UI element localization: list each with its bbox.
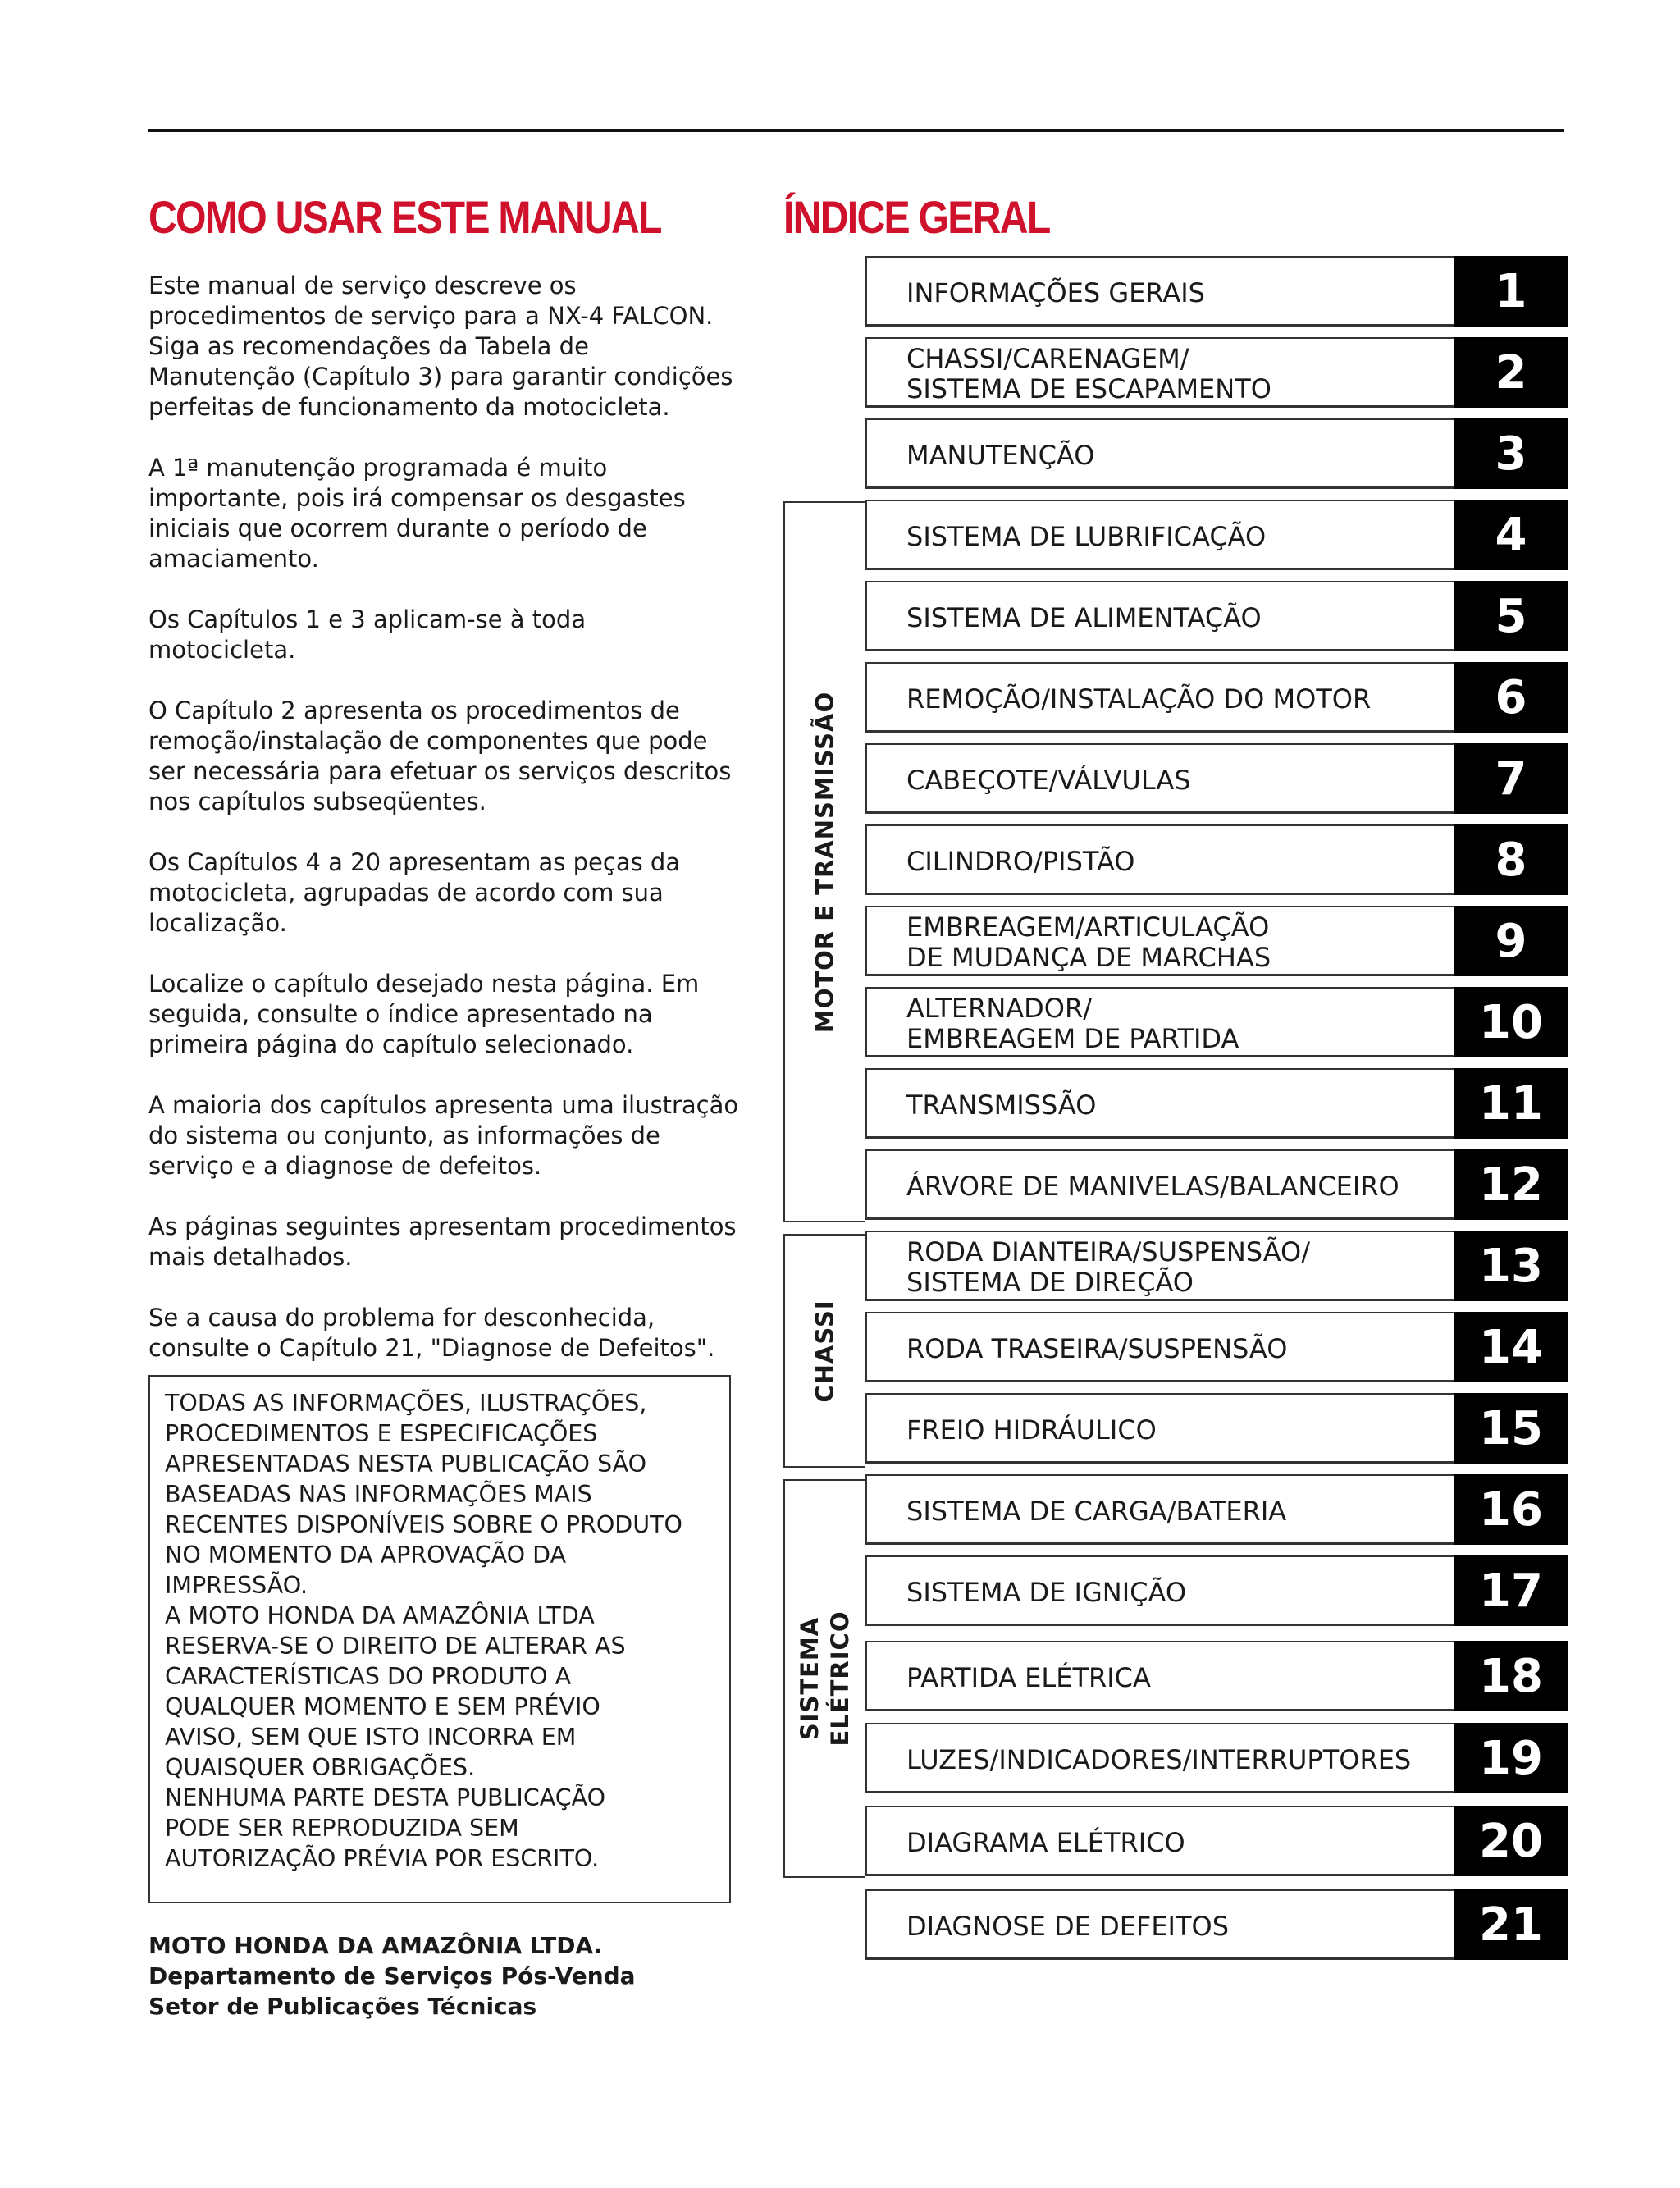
chapter-title-box [865, 662, 1454, 733]
notice-line: PROCEDIMENTOS E ESPECIFICAÇÕES [165, 1420, 598, 1447]
notice-line: RESERVA-SE O DIREITO DE ALTERAR AS [165, 1633, 626, 1660]
top-rule [148, 129, 1564, 132]
intro-paragraph: A maioria dos capítulos apresenta uma ilustração do sistema ou conjunto, as informações de serviço e a diagnose de defeitos. [148, 1091, 739, 1180]
chapter-title: INFORMAÇÕES GERAIS [906, 276, 1205, 308]
chapter-number-tab[interactable]: 6 [1454, 662, 1568, 733]
chapter-title: DIAGNOSE DE DEFEITOS [906, 1910, 1230, 1942]
notice-line: TODAS AS INFORMAÇÕES, ILUSTRAÇÕES, [165, 1390, 647, 1417]
chapter-number-tab[interactable]: 5 [1454, 581, 1568, 651]
chapter-title-box [865, 1231, 1454, 1301]
chapter-row[interactable] [865, 1889, 1568, 1960]
chapter-number-tab[interactable]: 10 [1454, 987, 1568, 1057]
chapter-row[interactable] [865, 1555, 1568, 1626]
chapter-title: CHASSI/CARENAGEM/ SISTEMA DE ESCAPAMENTO [906, 343, 1271, 404]
chapter-title-box [865, 418, 1454, 489]
chapter-title: CILINDRO/PISTÃO [906, 845, 1135, 877]
notice-line: APRESENTADAS NESTA PUBLICAÇÃO SÃO [165, 1450, 647, 1478]
company-department: Departamento de Serviços Pós-Venda [148, 1962, 636, 1989]
intro-paragraph: Os Capítulos 1 e 3 aplicam-se à toda motocicleta. [148, 605, 587, 664]
chapter-title-box [865, 1312, 1454, 1382]
intro-paragraph: Se a causa do problema for desconhecida, consulte o Capítulo 21, "Diagnose de Defeitos". [148, 1304, 715, 1362]
chapter-row[interactable] [865, 1231, 1568, 1301]
chapter-row[interactable] [865, 1806, 1568, 1876]
chapter-title: SISTEMA DE LUBRIFICAÇÃO [906, 520, 1267, 552]
chapter-title: TRANSMISSÃO [906, 1089, 1097, 1121]
chapter-number-tab[interactable]: 21 [1454, 1889, 1568, 1960]
group-engine-transmission [783, 501, 865, 1222]
chapter-number-tab[interactable]: 9 [1454, 906, 1568, 976]
notice-line: A MOTO HONDA DA AMAZÔNIA LTDA [165, 1602, 595, 1629]
chapter-row[interactable] [865, 1474, 1568, 1545]
group-label: SISTEMA ELÉTRICO [796, 1610, 854, 1747]
chapter-number-tab[interactable]: 14 [1454, 1312, 1568, 1382]
chapter-title: DIAGRAMA ELÉTRICO [906, 1826, 1185, 1858]
chapter-title: RODA DIANTEIRA/SUSPENSÃO/ SISTEMA DE DIREÇÃO [906, 1236, 1310, 1298]
chapter-number-tab[interactable]: 16 [1454, 1474, 1568, 1545]
intro-paragraph: A 1ª manutenção programada é muito importante, pois irá compensar os desgastes iniciais que ocorrem durante o período de amaciamento. [148, 454, 686, 573]
group-chassis [783, 1234, 865, 1468]
chapter-number-tab[interactable]: 3 [1454, 418, 1568, 489]
chapter-title-box [865, 1068, 1454, 1139]
chapter-row[interactable] [865, 906, 1568, 976]
intro-paragraph: Localize o capítulo desejado nesta página. Em seguida, consulte o índice apresentado na primeira página do capítulo selecionado. [148, 970, 700, 1058]
chapter-title-box [865, 1889, 1454, 1960]
notice-line: PODE SER REPRODUZIDA SEM [165, 1815, 519, 1842]
general-index-heading: ÍNDICE GERAL [783, 191, 1050, 243]
group-electrical [783, 1479, 865, 1878]
how-to-use-heading: COMO USAR ESTE MANUAL [148, 191, 661, 243]
chapter-number-tab[interactable]: 20 [1454, 1806, 1568, 1876]
chapter-title-box [865, 500, 1454, 570]
chapter-title-box [865, 1641, 1454, 1711]
chapter-row[interactable] [865, 1723, 1568, 1793]
chapter-title: REMOÇÃO/INSTALAÇÃO DO MOTOR [906, 683, 1372, 715]
chapter-title-box [865, 1806, 1454, 1876]
notice-line: NENHUMA PARTE DESTA PUBLICAÇÃO [165, 1784, 606, 1811]
notice-line: RECENTES DISPONÍVEIS SOBRE O PRODUTO [165, 1511, 682, 1538]
chapter-number-tab[interactable]: 11 [1454, 1068, 1568, 1139]
chapter-number-tab[interactable]: 8 [1454, 824, 1568, 895]
notice-line: QUAISQUER OBRIGAÇÕES. [165, 1754, 476, 1781]
chapter-row[interactable] [865, 743, 1568, 814]
chapter-title-box [865, 824, 1454, 895]
chapter-number-tab[interactable]: 7 [1454, 743, 1568, 814]
chapter-number-tab[interactable]: 13 [1454, 1231, 1568, 1301]
chapter-title: SISTEMA DE ALIMENTAÇÃO [906, 601, 1262, 633]
chapter-row[interactable] [865, 662, 1568, 733]
chapter-row[interactable] [865, 987, 1568, 1057]
chapter-title-box [865, 1555, 1454, 1626]
notice-line: CARACTERÍSTICAS DO PRODUTO A [165, 1663, 572, 1690]
chapter-title: ALTERNADOR/ EMBREAGEM DE PARTIDA [906, 993, 1239, 1054]
chapter-row[interactable] [865, 1393, 1568, 1464]
chapter-title-box [865, 743, 1454, 814]
chapter-title: PARTIDA ELÉTRICA [906, 1661, 1151, 1693]
company-block [148, 1930, 636, 2021]
chapter-number-tab[interactable]: 15 [1454, 1393, 1568, 1464]
chapter-title-box [865, 1149, 1454, 1220]
group-label: CHASSI [810, 1299, 839, 1403]
chapter-number-tab[interactable]: 4 [1454, 500, 1568, 570]
chapter-row[interactable] [865, 1149, 1568, 1220]
chapter-title-box [865, 1393, 1454, 1464]
intro-paragraph: O Capítulo 2 apresenta os procedimentos de remoção/instalação de componentes que pode ser necessária para efetuar os serviços descritos nos capítulos subseqüentes. [148, 697, 732, 815]
company-name: MOTO HONDA DA AMAZÔNIA LTDA. [148, 1932, 603, 1959]
chapter-title: SISTEMA DE CARGA/BATERIA [906, 1495, 1287, 1527]
intro-paragraph: Este manual de serviço descreve os procedimentos de serviço para a NX-4 FALCON. Siga as recomendações da Tabela de Manutenção (Capítulo 3) para garantir condições perfeitas de funcionamento da motocicleta. [148, 272, 733, 421]
chapter-title: MANUTENÇÃO [906, 439, 1095, 471]
notice-line: IMPRESSÃO. [165, 1572, 308, 1599]
notice-line: NO MOMENTO DA APROVAÇÃO DA [165, 1542, 567, 1569]
chapter-row[interactable] [865, 337, 1568, 408]
chapter-row[interactable] [865, 1068, 1568, 1139]
group-label: MOTOR E TRANSMISSÃO [810, 691, 839, 1033]
intro-text [148, 271, 739, 1394]
intro-paragraph: Os Capítulos 4 a 20 apresentam as peças da motocicleta, agrupadas de acordo com sua localização. [148, 848, 681, 937]
chapter-row[interactable] [865, 418, 1568, 489]
chapter-title-box [865, 337, 1454, 408]
notice-line: BASEADAS NAS INFORMAÇÕES MAIS [165, 1481, 592, 1508]
chapter-title: FREIO HIDRÁULICO [906, 1414, 1157, 1446]
chapter-title-box [865, 581, 1454, 651]
chapter-title-box [865, 1474, 1454, 1545]
chapter-number-tab[interactable]: 12 [1454, 1149, 1568, 1220]
chapter-number-tab[interactable]: 17 [1454, 1555, 1568, 1626]
chapter-number-tab[interactable]: 18 [1454, 1641, 1568, 1711]
notice-line: QUALQUER MOMENTO E SEM PRÉVIO [165, 1693, 600, 1720]
chapter-number-tab[interactable]: 19 [1454, 1723, 1568, 1793]
chapter-row[interactable] [865, 256, 1568, 327]
chapter-number-tab[interactable]: 2 [1454, 337, 1568, 408]
chapter-number-tab[interactable]: 1 [1454, 256, 1568, 327]
chapter-title: CABEÇOTE/VÁLVULAS [906, 764, 1191, 796]
chapter-row[interactable] [865, 1641, 1568, 1711]
chapter-title: LUZES/INDICADORES/INTERRUPTORES [906, 1743, 1412, 1775]
chapter-title: EMBREAGEM/ARTICULAÇÃO DE MUDANÇA DE MARCHAS [906, 911, 1271, 973]
chapter-row[interactable] [865, 500, 1568, 570]
chapter-title-box [865, 906, 1454, 976]
chapter-title: ÁRVORE DE MANIVELAS/BALANCEIRO [906, 1170, 1399, 1202]
legal-notice-box [148, 1375, 731, 1903]
company-sector: Setor de Publicações Técnicas [148, 1993, 537, 2020]
chapter-row[interactable] [865, 1312, 1568, 1382]
chapter-title-box [865, 1723, 1454, 1793]
chapter-row[interactable] [865, 824, 1568, 895]
chapter-title: RODA TRASEIRA/SUSPENSÃO [906, 1332, 1288, 1364]
chapter-title: SISTEMA DE IGNIÇÃO [906, 1576, 1186, 1608]
chapter-title-box [865, 987, 1454, 1057]
intro-paragraph: As páginas seguintes apresentam procedimentos mais detalhados. [148, 1213, 737, 1271]
chapter-title-box [865, 256, 1454, 327]
notice-line: AUTORIZAÇÃO PRÉVIA POR ESCRITO. [165, 1845, 600, 1872]
notice-line: AVISO, SEM QUE ISTO INCORRA EM [165, 1724, 577, 1751]
chapter-row[interactable] [865, 581, 1568, 651]
